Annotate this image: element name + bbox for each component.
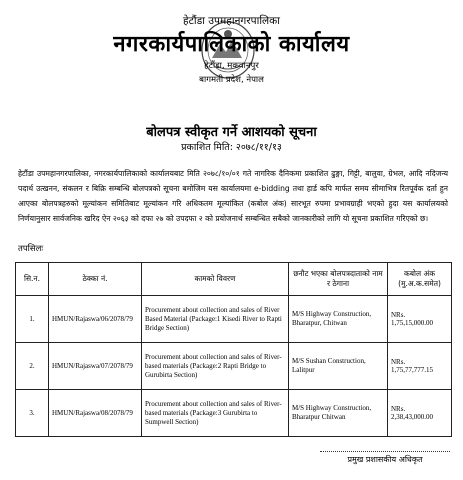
municipality-name: हेटौंडा उपमहानगरपालिका xyxy=(183,15,280,27)
contracts-table xyxy=(15,262,452,437)
header-vendor: छनौट भएका बोलपत्रदाताको नाम र ठेगाना xyxy=(289,263,388,296)
schedule-label: तपसिलः xyxy=(18,244,44,254)
row-vendor: M/S Highway Construction, Bharatpur, Chitwan xyxy=(289,296,388,343)
row-vendor: M/S Highway Construction, Bharatpur Chitwan xyxy=(289,390,388,437)
signatory-title: प्रमुख प्रशासकीय अधिकृत xyxy=(347,455,423,464)
notice-body: हेटौंडा उपमहानगरपालिका, नगरकार्यपालिकाको कार्यालयबाट मिति २०७८/१०/०१ गते नागरिक दैनिकमा प्रकाशित ढुङ्गा, गिट्टी, बालुवा, ग्रेभल, आदि नदिजन्य पदार्थ उत्खनन, संकलन र बिक्रि सम्बन्धि बोलपत्रको सूचना बमोजिम यस कार्यालयमा e-bidding तथा हार्ड कपि मार्फत समय सीमाभित्र रितपूर्वक दर्ता हुन आएका बोलपत्रहरुको मूल्यांकन समितिबाट मूल्यांकन गरि अधिकतम मूल्यांकित (कबोल अंक) सारभूत रुपमा प्रभावग्राही भएको हुदा यस कार्यालयको निर्णयानुसार सार्वजनिक खरिद ऐन २०६३ को दफा २७ को उपदफा २ को प्रयोजनार्थ सम्बन्धित सबैको जानकारीको लागि यो सूचना प्रकाशित गरिएको छ। xyxy=(18,169,448,223)
row-amount: NRs. 1,75,77,777.15 xyxy=(388,343,452,390)
table-row xyxy=(16,296,452,343)
office-location: हेटौंडा, मकवानपुर xyxy=(204,61,259,71)
table-header-row xyxy=(16,263,452,296)
row-desc: Procurement about collection and sales of River Based Material (Package:1 Kisedi River to Rapti Bridge Section) xyxy=(142,296,289,343)
header-sn: सि.न. xyxy=(16,263,49,296)
province-name: बागमती प्रदेश, नेपाल xyxy=(199,75,264,85)
row-amount: NRs. 2,38,43,000.00 xyxy=(388,390,452,437)
signature-line xyxy=(320,451,450,452)
row-desc: Procurement about collection and sales of River-based materials (Package:2 Rapti Bridge to Gurubirta Section) xyxy=(142,343,289,390)
header-amount: कबोल अंक (मु.अ.क.समेत) xyxy=(388,263,452,296)
row-sn: 3. xyxy=(16,390,49,437)
row-ref: HMUN/Rajaswa/06/2078/79 xyxy=(49,296,142,343)
table-row xyxy=(16,343,452,390)
table-row xyxy=(16,390,452,437)
notice-title: बोलपत्र स्वीकृत गर्ने आशयको सूचना xyxy=(146,125,317,140)
header-desc: कामको विवरण xyxy=(142,263,289,296)
row-amount: NRs. 1,75,15,000.00 xyxy=(388,296,452,343)
row-sn: 2. xyxy=(16,343,49,390)
row-ref: HMUN/Rajaswa/07/2078/79 xyxy=(49,343,142,390)
row-vendor: M/S Sushan Construction, Lalitpur xyxy=(289,343,388,390)
office-name: नगरकार्यपालिकाको कार्यालय xyxy=(113,32,350,57)
row-sn: 1. xyxy=(16,296,49,343)
header-ref: ठेक्का नं. xyxy=(49,263,142,296)
row-desc: Procurement about collection and sales of River-based materials (Package:3 Gurubirta to Sumpwell Section) xyxy=(142,390,289,437)
published-date: प्रकाशित मिति: २०७८/११/१३ xyxy=(181,142,282,153)
row-ref: HMUN/Rajaswa/08/2078/79 xyxy=(49,390,142,437)
